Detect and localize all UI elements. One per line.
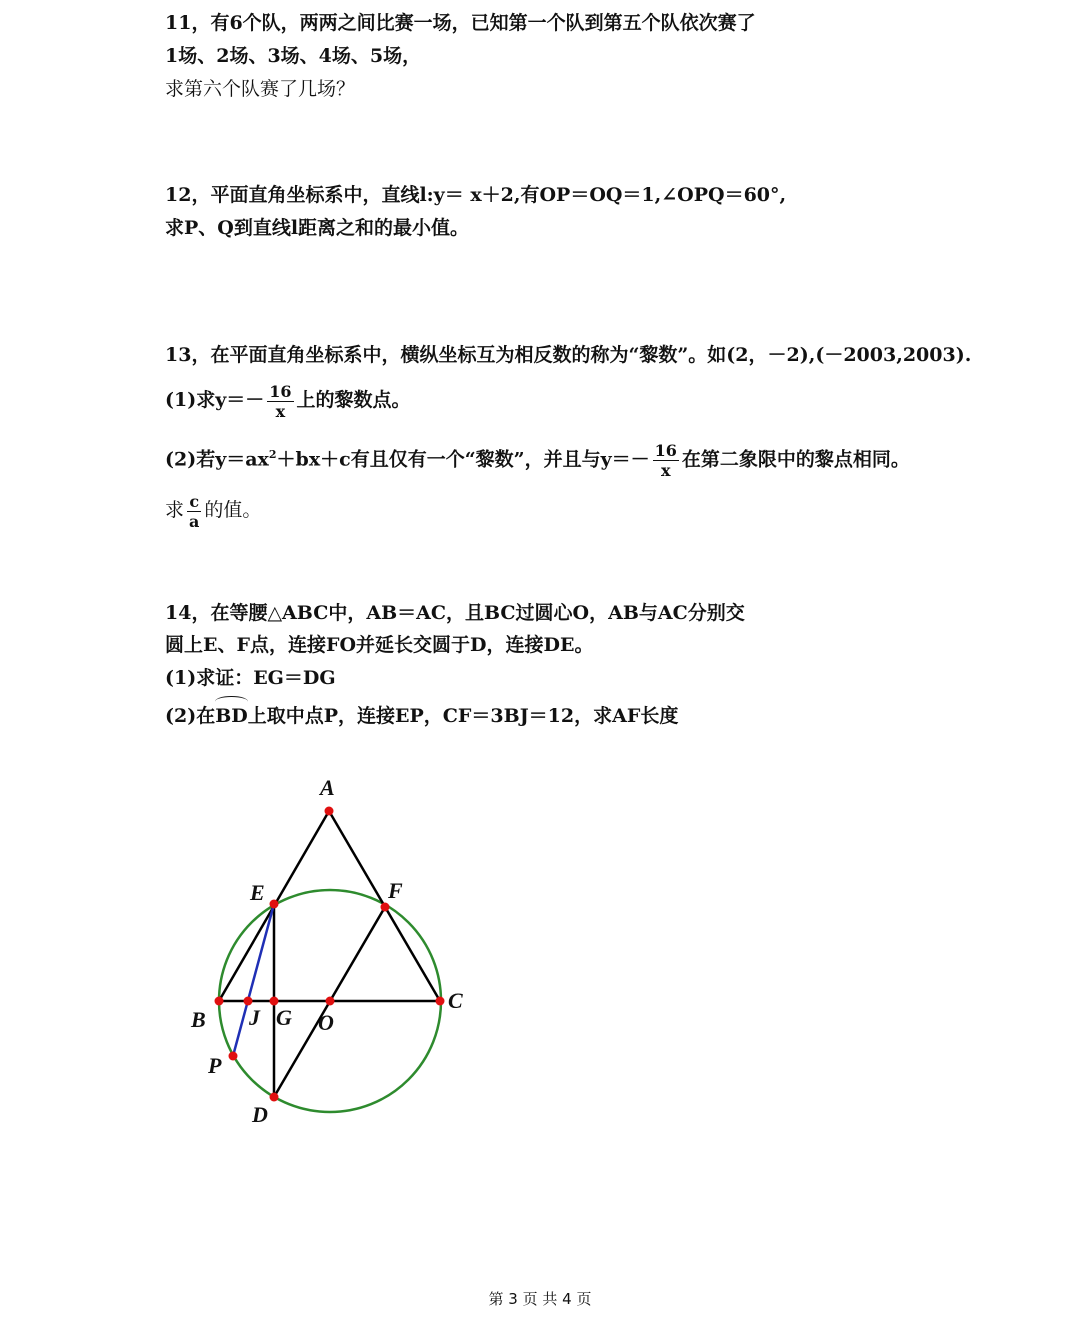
q13-part3 (165, 490, 261, 531)
point-o (326, 997, 335, 1006)
q13-part3-denominator: a (189, 511, 200, 531)
point-p (229, 1052, 238, 1061)
q13-part2-denominator: x (661, 460, 671, 480)
q13-part3-suffix: 的值。 (204, 499, 262, 521)
q11-line2: 1场、2场、3场、4场、5场， (165, 45, 422, 67)
q14-line2: 圆上E、F点，连接FO并延长交圆于D，连接DE。 (165, 634, 594, 656)
label-e: E (250, 880, 265, 905)
q13-part3-prefix: 求 (165, 499, 185, 521)
geometry-figure (180, 770, 490, 1130)
point-f (381, 903, 390, 912)
q13-part2-fraction (653, 441, 679, 480)
q13-part3-numerator: c (187, 492, 201, 512)
q13-part1-suffix: 上的黎数点。 (296, 389, 411, 411)
segment-ep (233, 904, 274, 1056)
label-d: D (252, 1102, 268, 1127)
label-a: A (320, 775, 335, 800)
q14-line4 (165, 703, 678, 729)
label-o: O (318, 1010, 334, 1035)
q12-line1: 12，平面直角坐标系中，直线l:y＝ x＋2,有OP＝OQ＝1,∠OPQ＝60°, (165, 184, 787, 206)
q14-arc-bd: BD (215, 705, 248, 727)
label-p: P (208, 1053, 222, 1078)
q13-part2-prefix: (2)若y＝ax (165, 448, 269, 471)
point-b (215, 997, 224, 1006)
page-footer: 第 3 页 共 4 页 (488, 1290, 592, 1308)
q14-line1: 14，在等腰△ABC中，AB＝AC，且BC过圆心O，AB与AC分别交 (165, 602, 745, 624)
q13-part2-suffix: 在第二象限中的黎点相同。 (681, 448, 910, 471)
point-c (436, 997, 445, 1006)
q13-part1-fraction (267, 382, 293, 421)
label-c: C (448, 988, 463, 1013)
label-f: F (388, 878, 403, 903)
q11-line3: 求第六个队赛了几场？ (165, 78, 356, 100)
point-e (270, 900, 279, 909)
q13-part2 (165, 435, 910, 480)
q13-part2-middle: ＋bx＋c有且仅有一个“黎数”，并且与y＝－ (276, 448, 650, 471)
label-j: J (249, 1005, 260, 1030)
q13-part3-fraction (187, 492, 201, 531)
label-g: G (276, 1005, 292, 1030)
q13-part1-numerator: 16 (269, 381, 292, 401)
q13-line1: 13，在平面直角坐标系中，横纵坐标互为相反数的称为“黎数”。如(2，－2),(－2003,2003). (165, 344, 972, 366)
q13-part1-denominator: x (275, 401, 286, 421)
point-d (270, 1093, 279, 1102)
q12-line2: 求P、Q到直线l距离之和的最小值。 (165, 217, 470, 239)
label-b: B (191, 1007, 206, 1032)
point-a (325, 807, 334, 816)
q13-part1-prefix: (1)求y＝－ (165, 389, 265, 411)
q13-part2-exponent: 2 (268, 448, 277, 461)
q13-part2-numerator: 16 (654, 440, 677, 460)
q14-line4-prefix: (2)在 (165, 705, 216, 727)
q14-line4-suffix: 上取中点P，连接EP，CF＝3BJ＝12，求AF长度 (247, 705, 679, 727)
q11-line1: 11，有6个队，两两之间比赛一场，已知第一个队到第五个队依次赛了 (165, 12, 756, 34)
q14-line3: (1)求证：EG＝DG (165, 667, 336, 689)
q13-part1 (165, 380, 411, 421)
